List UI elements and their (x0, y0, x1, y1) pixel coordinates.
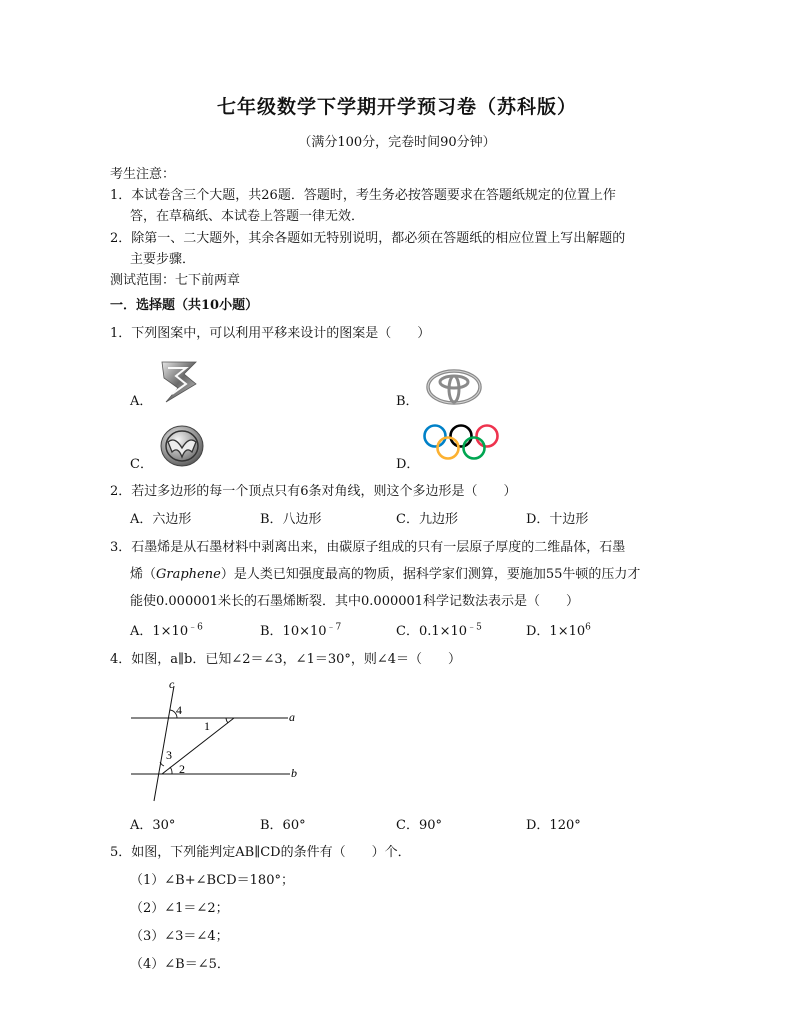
fig-label-2: 2 (179, 762, 185, 776)
q3-option-d: D．$1\times 10^6$ (526, 622, 591, 639)
q5-condition-2: （2）∠1＝∠2； (130, 901, 229, 916)
fig-label-a: a (289, 710, 295, 724)
fig-label-b: b (291, 766, 297, 780)
q2-option-d: D．十边形 (526, 512, 589, 527)
q1-option-b-label: B． (396, 394, 419, 409)
question-3-line-1: 3．石墨烯是从石墨材料中剥离出来，由碳原子组成的只有一层原子厚度的二维晶体，石墨 (110, 540, 626, 555)
question-4-stem: 4．如图，a∥b．已知∠2＝∠3，∠1＝30°，则∠4＝（ ） (110, 652, 462, 667)
page-title: 七年级数学下学期开学预习卷（苏科版） (216, 96, 577, 118)
notice-line-1b: 答，在草稿纸、本试卷上答题一律无效． (130, 209, 365, 224)
q4-option-a: A．30° (130, 818, 176, 833)
notice-line-1a: 1．本试卷含三个大题，共26题．答题时，考生务必按答题要求在答题纸规定的位置上作 (110, 188, 616, 203)
section-heading: 一．选择题（共10小题） (110, 298, 259, 313)
question-2-stem: 2．若过多边形的每一个顶点只有6条对角线，则这个多边形是（ ） (110, 484, 517, 499)
fig-label-1: 1 (204, 719, 210, 733)
fig-label-4: 4 (176, 703, 182, 717)
q4-option-d: D．120° (526, 818, 581, 833)
q2-option-b: B．八边形 (260, 512, 322, 527)
notice-line-2a: 2．除第一、二大题外，其余各题如无特别说明，都必须在答题纸的相应位置上写出解题的 (110, 231, 626, 246)
q4-option-c: C．90° (396, 818, 442, 833)
q1-option-d-label: D． (396, 457, 420, 472)
olympic-rings-icon (422, 423, 502, 463)
question-5-stem: 5．如图，下列能判定AB∥CD的条件有（ ）个． (110, 845, 411, 860)
toyota-logo-icon (426, 369, 482, 405)
question-3-line-3: 能使0.000001米长的石墨烯断裂．其中0.000001科学记数法表示是（ ） (130, 594, 580, 609)
parallel-lines-figure (126, 676, 310, 806)
q3-option-a: A．$1\times 10^{﹣6}$ (130, 622, 203, 639)
test-scope: 测试范围：七下前两章 (110, 273, 241, 288)
q3-option-b: B．$10\times 10^{﹣7}$ (260, 622, 342, 639)
mazda-logo-icon (159, 424, 205, 468)
question-3-line-2: 烯（Graphene）是人类已知强度最高的物质，据科学家们测算，要施加55牛顿的压力才 (130, 567, 641, 582)
q5-condition-4: （4）∠B＝∠5． (130, 957, 230, 972)
q5-condition-1: （1）∠B+∠BCD＝180°； (130, 873, 294, 888)
q2-option-c: C．九边形 (396, 512, 458, 527)
notice-line-2b: 主要步骤． (130, 252, 196, 267)
fig-label-c: c (169, 677, 175, 691)
q2-option-a: A．六边形 (130, 512, 192, 527)
q1-option-c-label: C． (130, 457, 153, 472)
fig-label-3: 3 (166, 748, 172, 762)
q1-option-a-label: A． (130, 394, 153, 409)
q3-option-c: C．$0.1\times 10^{﹣5}$ (396, 622, 482, 639)
notice-heading: 考生注意： (110, 167, 176, 182)
question-1-stem: 1．下列图案中，可以利用平移来设计的图案是（ ） (110, 326, 431, 341)
q4-option-b: B．60° (260, 818, 306, 833)
q5-condition-3: （3）∠3＝∠4； (130, 929, 229, 944)
suzuki-logo-icon (156, 358, 202, 404)
page-subtitle: （满分100分，完卷时间90分钟） (298, 135, 496, 150)
